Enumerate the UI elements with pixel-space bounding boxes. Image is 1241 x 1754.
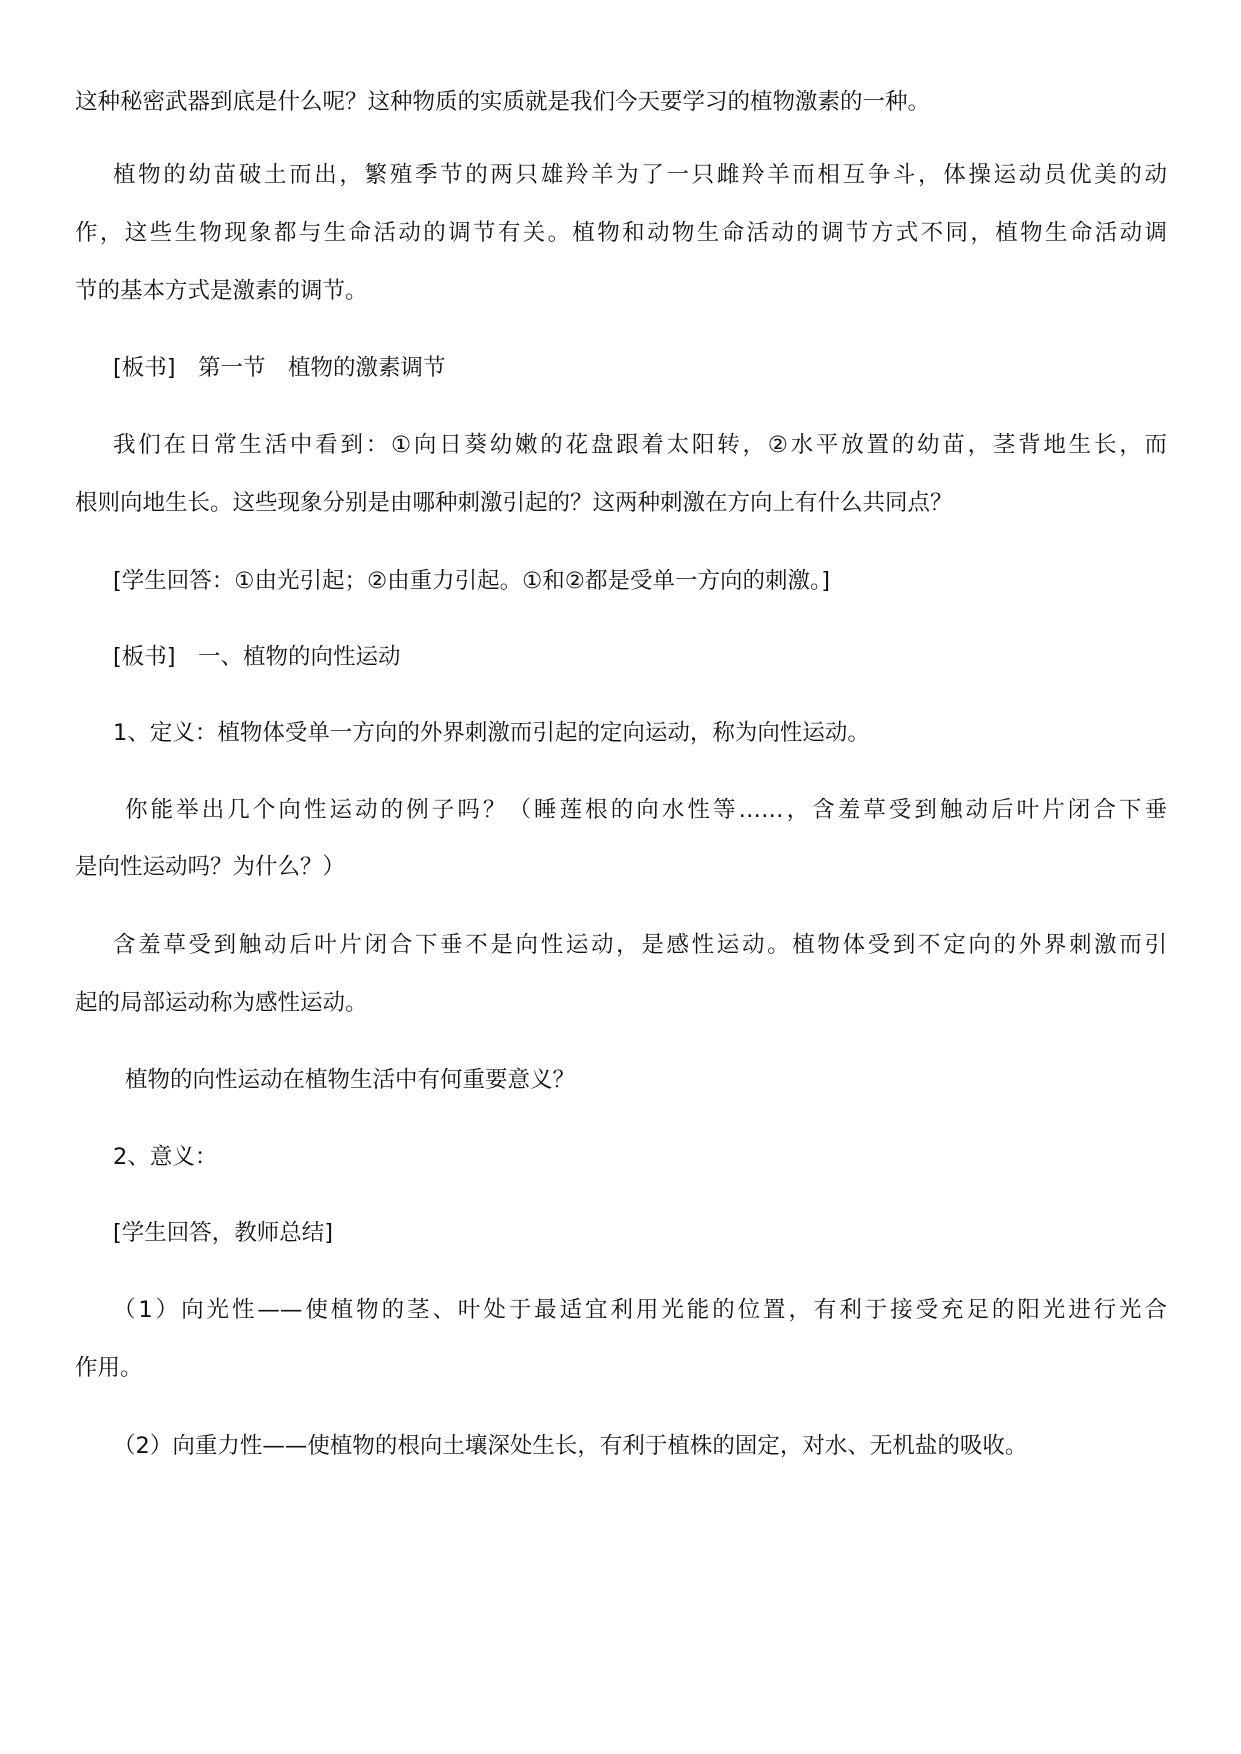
text-line: 作用。: [75, 1355, 143, 1381]
student-answer: [学生回答：①由光引起；②由重力引起。①和②都是受单一方向的刺激。]: [113, 568, 830, 594]
text-line: 节的基本方式是激素的调节。: [75, 278, 368, 304]
definition-line: 1、定义：植物体受单一方向的外界刺激而引起的定向运动，称为向性运动。: [113, 720, 870, 746]
text-line: 起的局部运动称为感性运动。: [75, 990, 368, 1016]
list-item: （1）向光性——使植物的茎、叶处于最适宜利用光能的位置，有利于接受充足的阳光进行光合: [113, 1297, 1167, 1323]
text-line: 作，这些生物现象都与生命活动的调节有关。植物和动物生命活动的调节方式不同，植物生命活动调: [75, 220, 1167, 246]
list-item: （2）向重力性——使植物的根向土壤深处生长，有利于植株的固定，对水、无机盐的吸收。: [113, 1433, 1028, 1459]
student-answer: [学生回答，教师总结]: [113, 1220, 334, 1246]
text-line: 我们在日常生活中看到：①向日葵幼嫩的花盘跟着太阳转，②水平放置的幼苗，茎背地生长，而: [113, 432, 1167, 458]
text-line: 根则向地生长。这些现象分别是由哪种刺激引起的？这两种刺激在方向上有什么共同点？: [75, 490, 953, 516]
question-line: 植物的向性运动在植物生活中有何重要意义？: [125, 1067, 576, 1093]
board-heading: [板书] 一、植物的向性运动: [113, 644, 401, 670]
text-line: 含羞草受到触动后叶片闭合下垂不是向性运动，是感性运动。植物体受到不定向的外界刺激而引: [113, 932, 1167, 958]
text-line: 你能举出几个向性运动的例子吗？（睡莲根的向水性等……，含羞草受到触动后叶片闭合下垂: [125, 797, 1167, 823]
text-line: 这种秘密武器到底是什么呢？这种物质的实质就是我们今天要学习的植物激素的一种。: [75, 89, 931, 115]
text-line: 植物的幼苗破土而出，繁殖季节的两只雄羚羊为了一只雌羚羊而相互争斗，体操运动员优美的动: [113, 162, 1167, 188]
section-label: 2、意义：: [113, 1144, 218, 1170]
text-line: 是向性运动吗？为什么？）: [75, 854, 346, 880]
board-heading: [板书] 第一节 植物的激素调节: [113, 355, 446, 381]
